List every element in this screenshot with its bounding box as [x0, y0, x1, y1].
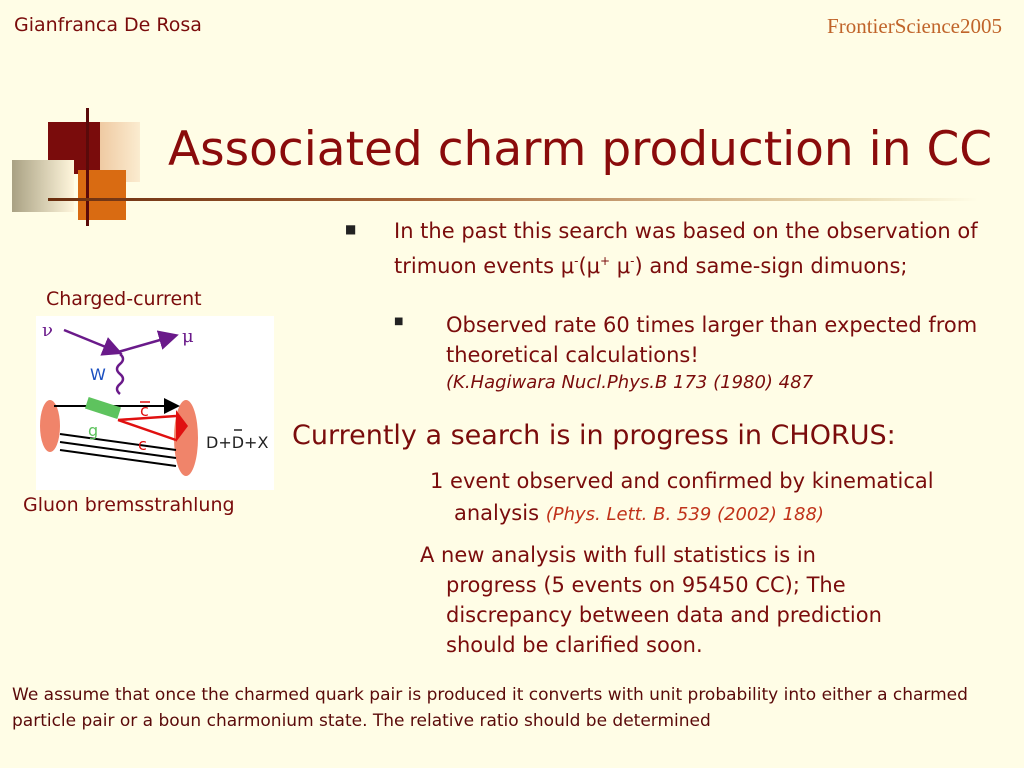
spectator-line	[60, 450, 176, 466]
cbar-label: c	[140, 401, 149, 420]
bullet-trimuon-text: In the past this search was based on the observation of trimuon events	[394, 219, 978, 278]
event-observed-line: 1 event observed and confirmed by kinematical	[430, 469, 934, 493]
new-analysis-line: progress (5 events on 95450 CC); The	[446, 573, 846, 597]
diagram-label-charged-current: Charged-current	[46, 288, 202, 310]
c-label: c	[138, 435, 147, 454]
muon-line	[118, 336, 174, 352]
new-analysis-paragraph	[420, 540, 960, 660]
footer-note: We assume that once the charmed quark pair is produced it converts with unit probability into either a charmed particle pair or a boun charmonium state. The relative ratio should be determined	[12, 685, 968, 731]
slide-title: Associated charm production in CC	[168, 122, 993, 177]
bullet-square-small-icon: ■	[394, 316, 404, 327]
feynman-diagram-svg	[36, 316, 274, 490]
w-label: W	[90, 365, 106, 384]
mu-symbol: μ	[616, 254, 631, 278]
bullet-trimuon	[394, 216, 1009, 281]
citation-hagiwara: (K.Hagiwara Nucl.Phys.B 173 (1980) 487	[446, 372, 814, 393]
final-state-label: D+D+X	[206, 433, 269, 452]
new-analysis-line: should be clarified soon.	[446, 633, 703, 657]
conference-name: FrontierScience2005	[827, 14, 1002, 38]
event-analysis-line	[454, 498, 824, 530]
chorus-heading: Currently a search is in progress in CHORUS:	[292, 420, 896, 451]
bullet-observed-rate: Observed rate 60 times larger than expected from theoretical calculations!	[446, 313, 978, 367]
charm-quark-line	[118, 420, 176, 440]
spectator-line	[60, 434, 176, 450]
gluon-label: g	[88, 421, 99, 440]
nu-label: ν	[42, 320, 53, 341]
minus-superscript: -	[574, 254, 579, 268]
new-analysis-line: discrepancy between data and prediction	[446, 603, 882, 627]
feynman-diagram	[36, 316, 274, 490]
bullet-trimuon-tail: ) and same-sign dimuons;	[634, 254, 908, 278]
spectator-line	[60, 442, 176, 458]
citation-plb: (Phys. Lett. B. 539 (2002) 188)	[545, 504, 824, 525]
open-paren: (	[578, 254, 587, 278]
decor-vertical-line	[86, 108, 89, 226]
mu-symbol: μ	[586, 254, 601, 278]
new-analysis-line: A new analysis with full statistics is in	[420, 543, 816, 567]
mu-symbol: μ	[560, 254, 575, 278]
plus-superscript: +	[600, 254, 611, 268]
title-underline	[48, 198, 978, 201]
minus-superscript: -	[630, 254, 635, 268]
analysis-word: analysis	[454, 501, 546, 525]
decor-square-grey	[12, 160, 74, 212]
bullet-square-icon: ■	[345, 222, 357, 236]
gluon-spring	[85, 397, 121, 419]
author-name: Gianfranca De Rosa	[14, 14, 202, 36]
w-boson-wave	[117, 354, 123, 394]
nucleon-left-blob	[40, 400, 60, 452]
diagram-label-gluon: Gluon bremsstrahlung	[23, 494, 235, 516]
neutrino-line	[64, 330, 118, 352]
mu-label: μ	[182, 326, 194, 347]
